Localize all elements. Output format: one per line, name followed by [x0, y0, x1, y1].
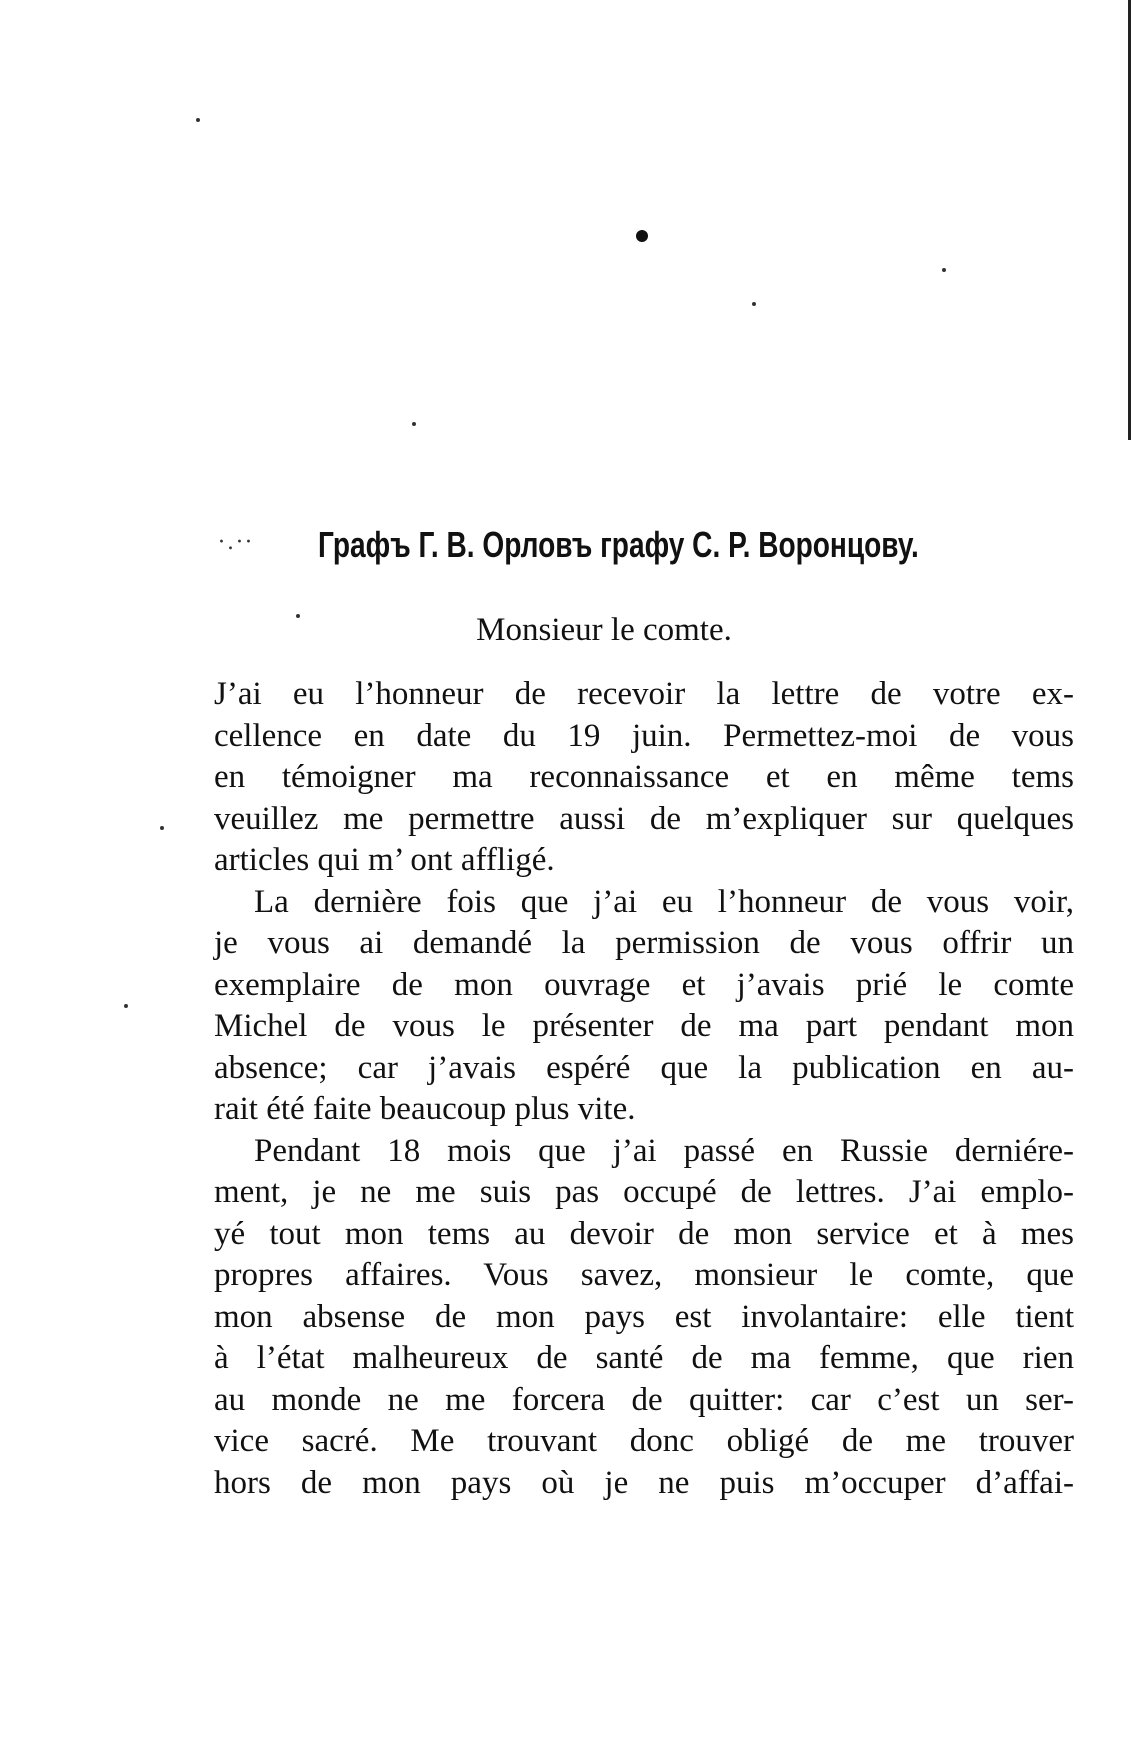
text-line: yé tout mon tems au devoir de mon service et à mes — [214, 1215, 1074, 1252]
text-line: je vous ai demandé la permission de vous offrir un — [214, 925, 1074, 961]
text-line: hors de mon pays où je ne puis m’occuper d’affai- — [214, 1464, 1074, 1501]
letter-heading: Графъ Г. В. Орловъ графу С. Р. Воронцову. — [318, 524, 919, 565]
text-line: cellence en date du 19 juin. Permettez-moi de vous — [214, 717, 1074, 754]
text-line: au monde ne me forcera de quitter: car c’est un ser- — [214, 1381, 1074, 1418]
speck — [412, 422, 416, 426]
letter-body — [214, 674, 1074, 1504]
speck — [124, 1004, 128, 1008]
text-line: exemplaire de mon ouvrage et j’avais prié le comte — [214, 966, 1074, 1003]
speck — [160, 826, 164, 830]
text-line: ment, je ne me suis pas occupé de lettres. J’ai emplo- — [214, 1174, 1074, 1210]
heading-dots: ·.·· — [218, 530, 254, 555]
salutation — [0, 612, 1140, 649]
salutation-text: Monsieur le comte. — [476, 612, 732, 648]
text-line: Pendant 18 mois que j’ai passé en Russie derniére- — [254, 1132, 1074, 1169]
text-line: vice sacré. Me trouvant donc obligé de me trouver — [214, 1423, 1074, 1459]
text-line: propres affaires. Vous savez, monsieur le comte, que — [214, 1257, 1074, 1293]
text-line: mon absense de mon pays est involantaire: elle tient — [214, 1298, 1074, 1335]
text-line: Michel de vous le présenter de ma part pendant mon — [214, 1008, 1074, 1044]
speck — [196, 118, 200, 122]
text-line: absence; car j’avais espéré que la publication en au- — [214, 1049, 1074, 1086]
ornament-dot — [636, 230, 648, 242]
text-line: à l’état malheureux de santé de ma femme, que rien — [214, 1340, 1074, 1376]
text-line: J’ai eu l’honneur de recevoir la lettre de votre ex- — [214, 676, 1074, 712]
speck — [942, 268, 946, 272]
text-line: veuillez me permettre aussi de m’expliquer sur quelques — [214, 800, 1074, 837]
text-line: en témoigner ma reconnaissance et en même tems — [214, 759, 1074, 795]
text-line: La dernière fois que j’ai eu l’honneur de vous voir, — [254, 883, 1074, 920]
text-line: articles qui m’ ont affligé. — [214, 842, 555, 878]
page-edge-line — [1128, 0, 1131, 440]
speck — [752, 302, 756, 306]
text-line: rait été faite beaucoup plus vite. — [214, 1091, 636, 1127]
